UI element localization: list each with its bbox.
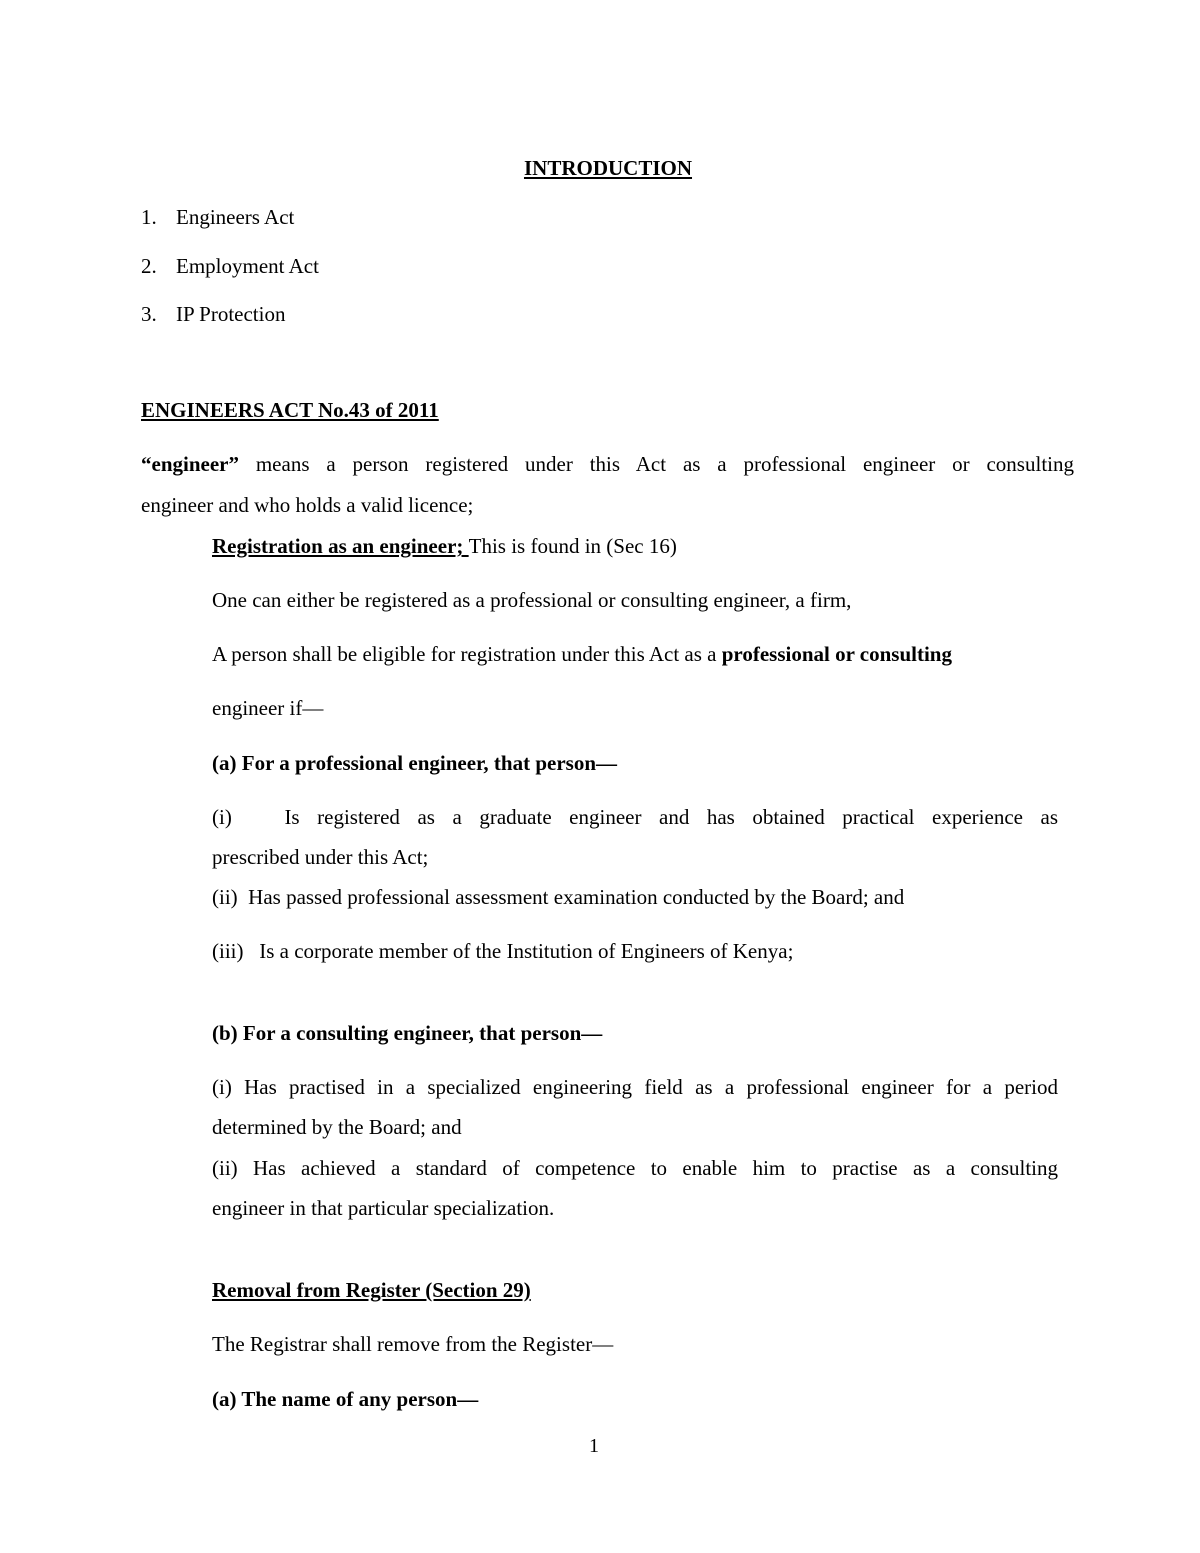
definition-line-1 [141,452,1074,477]
consulting-item-i-line-1: (i) Has practised in a specialized engineering field as a professional engineer for a period [212,1075,1058,1099]
removal-item-a: (a) The name of any person— [212,1387,479,1411]
consulting-heading: (b) For a consulting engineer, that person— [212,1021,603,1045]
registration-paragraph-2 [212,642,952,667]
page-number: 1 [589,1435,599,1457]
definition-text: means a person registered under this Act as a professional engineer or consulting [238,452,1074,476]
removal-heading: Removal from Register (Section 29) [212,1278,531,1302]
list-text: Employment Act [176,254,319,278]
professional-heading: (a) For a professional engineer, that person— [212,751,618,775]
list-text: Engineers Act [176,205,295,229]
act-heading: ENGINEERS ACT No.43 of 2011 [141,398,439,422]
registration-heading-rest: This is found in (Sec 16) [468,534,677,558]
list-number: 3. [141,302,157,326]
item-number: (ii) [212,885,238,909]
consulting-item-i-line-2: determined by the Board; and [212,1115,462,1139]
registration-paragraph-2-text: A person shall be eligible for registration under this Act as a [212,642,722,666]
list-item [141,302,285,327]
registration-paragraph-2-bold: professional or consulting [721,642,952,666]
list-number: 2. [141,254,157,278]
professional-item-ii [212,885,904,910]
item-number: (i) [212,805,232,829]
list-item [141,254,319,279]
page-title: INTRODUCTION [523,156,693,180]
professional-item-i-line-2: prescribed under this Act; [212,845,429,869]
professional-item-i-line-1 [212,805,1058,830]
definition-line-2: engineer and who holds a valid licence; [141,493,474,517]
registration-paragraph-3: engineer if— [212,696,324,720]
list-number: 1. [141,205,157,229]
registration-heading-line [212,534,677,559]
consulting-item-ii-line-2: engineer in that particular specialization. [212,1196,555,1220]
list-text: IP Protection [176,302,286,326]
item-text: Is a corporate member of the Institution of Engineers of Kenya; [259,939,794,963]
registration-paragraph-1: One can either be registered as a professional or consulting engineer, a firm, [212,588,852,612]
item-text: Is registered as a graduate engineer and has obtained practical experience as [284,805,1058,829]
consulting-item-ii-line-1: (ii) Has achieved a standard of competence to enable him to practise as a consulting [212,1156,1058,1180]
removal-paragraph: The Registrar shall remove from the Register— [212,1332,614,1356]
definition-term: “engineer” [141,452,239,476]
professional-item-iii [212,939,793,964]
registration-heading: Registration as an engineer; [212,534,469,558]
item-text: Has passed professional assessment examination conducted by the Board; and [248,885,905,909]
item-number: (iii) [212,939,244,963]
list-item [141,205,294,230]
